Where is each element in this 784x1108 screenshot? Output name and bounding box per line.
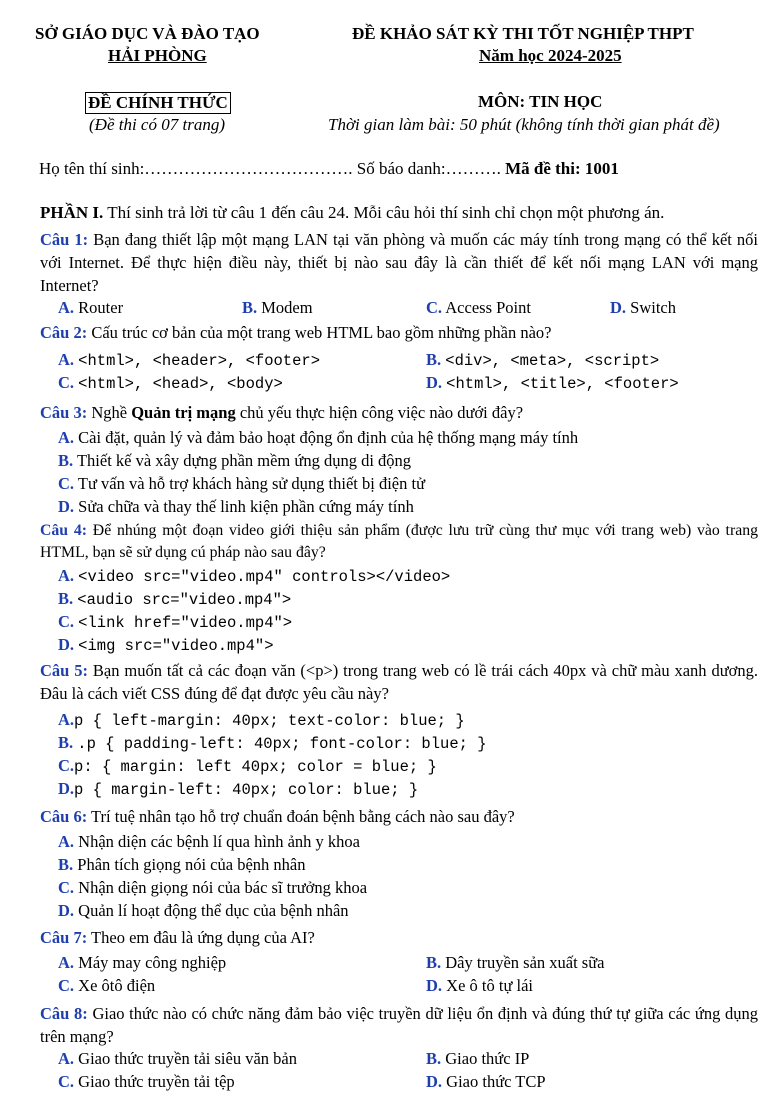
q8-option-a[interactable]: A. Giao thức truyền tải siêu văn bản <box>58 1049 297 1068</box>
q7-option-b[interactable]: B. Dây truyền sản xuất sữa <box>426 953 605 972</box>
question-4 <box>40 520 758 564</box>
part1-label: PHẦN I. <box>40 203 104 222</box>
q6-option-c[interactable]: C. Nhận diện giọng nói của bác sĩ trưởng khoa <box>58 878 368 897</box>
q3-option-b[interactable]: B. Thiết kế và xây dựng phần mềm ứng dụng di động <box>58 451 412 470</box>
q5-option-d[interactable]: D.p { margin-left: 40px; color: blue; } <box>58 779 419 799</box>
exam-title: ĐỀ KHẢO SÁT KỲ THI TỐT NGHIỆP THPT <box>352 24 694 43</box>
question-label: Câu 5: <box>40 661 88 680</box>
question-7 <box>40 926 758 949</box>
q7-option-a[interactable]: A. Máy may công nghiệp <box>58 953 227 972</box>
question-8 <box>40 1002 758 1048</box>
time-note: Thời gian làm bài: 50 phút (không tính thời gian phát đề) <box>328 115 720 134</box>
q2-option-d[interactable]: D. <html>, <title>, <footer> <box>426 373 679 393</box>
question-6 <box>40 805 758 828</box>
official-label: ĐỀ CHÍNH THỨC <box>85 92 231 114</box>
q4-option-a[interactable]: A. <video src="video.mp4" controls></video> <box>58 566 451 586</box>
q1-option-c[interactable]: C. Access Point <box>426 298 531 317</box>
q2-option-a[interactable]: A. <html>, <header>, <footer> <box>58 350 321 370</box>
q5-option-a[interactable]: A.p { left-margin: 40px; text-color: blue; } <box>58 710 465 730</box>
q5-option-c[interactable]: C.p: { margin: left 40px; color = blue; } <box>58 756 437 776</box>
question-1 <box>40 228 758 297</box>
question-label: Câu 1: <box>40 230 89 249</box>
q2-option-c[interactable]: C. <html>, <head>, <body> <box>58 373 283 393</box>
q6-option-d[interactable]: D. Quản lí hoạt động thể dục của bệnh nhân <box>58 901 349 920</box>
q6-option-a[interactable]: A. Nhận diện các bệnh lí qua hình ảnh y khoa <box>58 832 360 851</box>
q6-option-b[interactable]: B. Phân tích giọng nói của bệnh nhân <box>58 855 306 874</box>
q1-option-b[interactable]: B. Modem <box>242 298 313 317</box>
question-label: Câu 7: <box>40 928 88 947</box>
q4-option-c[interactable]: C. <link href="video.mp4"> <box>58 612 293 632</box>
q5-option-b[interactable]: B. .p { padding-left: 40px; font-color: blue; } <box>58 733 487 753</box>
q3-option-a[interactable]: A. Cài đặt, quản lý và đảm bảo hoạt động ổn định của hệ thống mạng máy tính <box>58 428 579 447</box>
question-text: Giao thức nào có chức năng đảm bảo việc truyền dữ liệu ổn định và đúng thứ tự giữa các ứng dụng trên mạng? <box>40 1004 758 1046</box>
question-label: Câu 2: <box>40 323 88 342</box>
candidate-line <box>39 159 619 179</box>
question-text: Cấu trúc cơ bản của một trang web HTML bao gồm những phần nào? <box>91 323 552 342</box>
org-line2: HẢI PHÒNG <box>108 46 207 65</box>
subject: MÔN: TIN HỌC <box>478 92 603 111</box>
part1-instruction <box>40 201 758 224</box>
q7-option-c[interactable]: C. Xe ôtô điện <box>58 976 156 995</box>
q1-option-d[interactable]: D. Switch <box>610 298 677 317</box>
question-text: Bạn đang thiết lập một mạng LAN tại văn phòng và muốn các máy tính trong mạng có thể kết nối với Internet. Để thực hiện điều này, thiết bị nào sau đây là cần thiết để kết nối mạng LAN với mạng Internet? <box>40 230 758 295</box>
question-2 <box>40 321 758 344</box>
question-text: Bạn muốn tất cả các đoạn văn (<p>) trong trang web có lề trái cách 40px và chữ màu xanh dương. Đâu là cách viết CSS đúng để đạt được yêu cầu này? <box>40 661 759 703</box>
question-text: Để nhúng một đoạn video giới thiệu sản phẩm (được lưu trữ cùng thư mục với trang web) vào trang HTML, bạn sẽ sử dụng cú pháp nào sau đây? <box>40 522 759 561</box>
q8-option-c[interactable]: C. Giao thức truyền tải tệp <box>58 1072 235 1091</box>
question-label: Câu 4: <box>40 522 88 539</box>
part1-text: Thí sinh trả lời từ câu 1 đến câu 24. Mỗi câu hỏi thí sinh chỉ chọn một phương án. <box>107 203 665 222</box>
candidate-name-label: Họ tên thí sinh:………………………………. Số báo danh:………. <box>39 159 501 178</box>
q7-option-d[interactable]: D. Xe ô tô tự lái <box>426 976 534 995</box>
exam-code: Mã đề thi: 1001 <box>505 159 619 178</box>
question-label: Câu 3: <box>40 403 88 422</box>
q3-option-d[interactable]: D. Sửa chữa và thay thế linh kiện phần cứng máy tính <box>58 497 414 516</box>
q4-option-d[interactable]: D. <img src="video.mp4"> <box>58 635 274 655</box>
q8-option-b[interactable]: B. Giao thức IP <box>426 1049 530 1068</box>
question-text: Trí tuệ nhân tạo hỗ trợ chuẩn đoán bệnh bằng cách nào sau đây? <box>91 807 515 826</box>
question-text: Theo em đâu là ứng dụng của AI? <box>91 928 315 947</box>
q8-option-d[interactable]: D. Giao thức TCP <box>426 1072 546 1091</box>
q4-option-b[interactable]: B. <audio src="video.mp4"> <box>58 589 292 609</box>
org-line1: SỞ GIÁO DỤC VÀ ĐÀO TẠO <box>35 24 260 43</box>
q1-option-a[interactable]: A. Router <box>58 298 124 317</box>
question-label: Câu 6: <box>40 807 88 826</box>
question-label: Câu 8: <box>40 1004 88 1023</box>
school-year: Năm học 2024-2025 <box>479 46 622 65</box>
question-5 <box>40 659 758 705</box>
q3-option-c[interactable]: C. Tư vấn và hỗ trợ khách hàng sử dụng thiết bị điện tử <box>58 474 426 493</box>
pages-note: (Đề thi có 07 trang) <box>89 115 225 134</box>
question-3: Câu 3: Nghề Quản trị mạng chủ yếu thực hiện công việc nào dưới đây? <box>40 403 524 422</box>
q2-option-b[interactable]: B. <div>, <meta>, <script> <box>426 350 660 370</box>
